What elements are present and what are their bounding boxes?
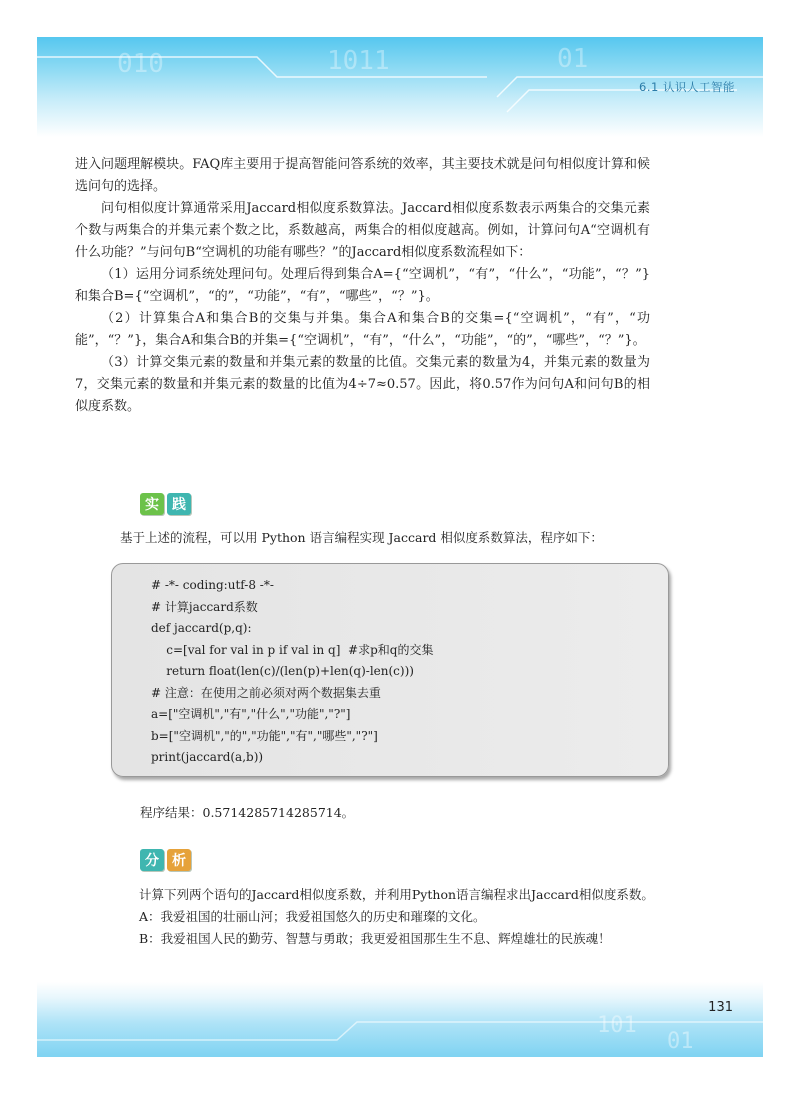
section-label: 6.1 认识人工智能 <box>639 80 735 94</box>
practice-intro: 基于上述的流程，可以用 Python 语言编程实现 Jaccard 相似度系数算法，程序如下： <box>120 530 603 545</box>
badge-char: 实 <box>140 493 164 515</box>
svg-text:010: 010 <box>117 49 164 79</box>
code-line: return float(len(c)/(len(p)+len(q)-len(c))) <box>151 664 414 678</box>
badge-char: 践 <box>167 493 191 515</box>
step-1: （1）运用分词系统处理问句。处理后得到集合A={“空调机”，“有”，“什么”，“功能”，“？”}和集合B={“空调机”，“的”，“功能”，“有”，“哪些”，“？”}。 <box>75 267 650 304</box>
step-2: （2）计算集合A和集合B的交集与并集。集合A和集合B的交集={“空调机”，“有”，“功能”，“？”}，集合A和集合B的并集={“空调机”，“有”，“什么”，“功能”，“的”，“哪些”，“？”}。 <box>75 311 650 348</box>
code-line: c=[val for val in p if val in q] #求p和q的交集 <box>151 642 434 657</box>
badge-char: 析 <box>167 849 191 871</box>
practice-badge <box>140 493 191 515</box>
page-number: 131 <box>708 1000 733 1015</box>
sentence-b: B：我爱祖国人民的勤劳、智慧与勇敢；我更爱祖国那生生不息、辉煌雄壮的民族魂！ <box>139 931 611 946</box>
footer-decoration <box>37 982 763 1057</box>
sentence-a: A：我爱祖国的壮丽山河；我爱祖国悠久的历史和璀璨的文化。 <box>139 909 486 924</box>
analysis-badge <box>140 849 191 871</box>
footer-banner <box>37 982 763 1057</box>
svg-text:101: 101 <box>597 1013 637 1038</box>
svg-text:01: 01 <box>557 44 589 74</box>
code-box <box>111 563 669 777</box>
code-line: b=["空调机","的","功能","有","哪些","?"] <box>151 728 378 743</box>
program-result: 程序结果：0.5714285714285714。 <box>140 805 355 820</box>
step-3: （3）计算交集元素的数量和并集元素的数量的比值。交集元素的数量为4，并集元素的数量为7，交集元素的数量和并集元素的数量的比值为4÷7≈0.57。因此，将0.57作为问句A和问句B的相似度系数。 <box>75 355 650 414</box>
code-line: def jaccard(p,q): <box>151 621 252 635</box>
main-text <box>75 154 650 418</box>
paragraph: 进入问题理解模块。FAQ库主要用于提高智能问答系统的效率，其主要技术就是问句相似度计算和候选问句的选择。 <box>75 157 650 194</box>
analysis-text <box>113 884 688 950</box>
paragraph: 问句相似度计算通常采用Jaccard相似度系数算法。Jaccard相似度系数表示两集合的交集元素个数与两集合的并集元素个数之比，系数越高，两集合的相似度越高。例如，计算问句A“空调机有什么功能？”与问句B“空调机的功能有哪些？”的Jaccard相似度系数流程如下： <box>75 201 650 260</box>
code-block <box>151 575 433 769</box>
header-banner <box>37 37 763 137</box>
svg-text:01: 01 <box>667 1029 694 1054</box>
code-line: print(jaccard(a,b)) <box>151 750 264 764</box>
svg-text:1011: 1011 <box>327 46 390 76</box>
badge-char: 分 <box>140 849 164 871</box>
analysis-task: 计算下列两个语句的Jaccard相似度系数，并利用Python语言编程求出Jaccard相似度系数。 <box>139 887 654 902</box>
code-line: # 计算jaccard系数 <box>151 599 258 614</box>
code-line: a=["空调机","有","什么","功能","?"] <box>151 707 351 721</box>
code-line: # 注意：在使用之前必须对两个数据集去重 <box>151 685 381 700</box>
code-line: # -*- coding:utf-8 -*- <box>151 578 274 592</box>
